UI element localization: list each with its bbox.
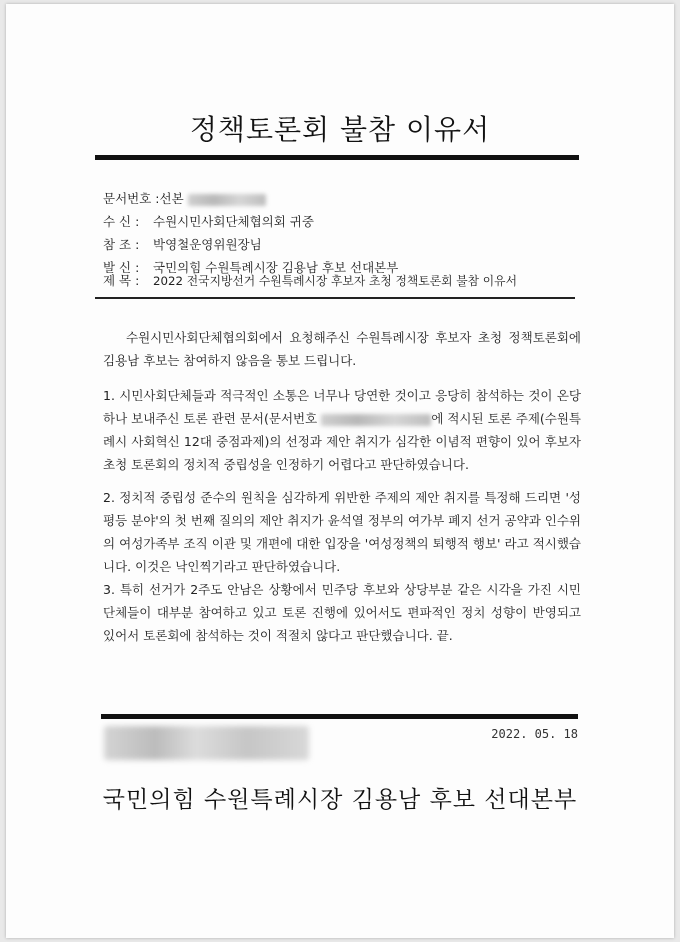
sender-label: 발 신 : <box>103 260 140 275</box>
subject-row <box>103 271 517 289</box>
paragraph-1 <box>103 384 581 476</box>
paragraph-2-text: 2. 정치적 중립성 준수의 원칙을 심각하게 위반한 주제의 제안 취지를 특정해 드리면 '성평등 분야'의 첫 번째 질의의 제안 취지가 윤석열 정부의 여가부 폐지 선거 공약과 인수위의 여성가족부 조직 이관 및 개편에 대한 입장을 '여성정책의 퇴행적 행보' 라고 적시했습니다. 이것은 낙인찍기라고 판단하였습니다. <box>103 490 581 574</box>
redacted-footer-block <box>104 726 309 760</box>
doc-number-prefix: 선본 <box>159 191 184 206</box>
title-underline <box>95 155 579 160</box>
reference-label: 참 조 : <box>103 237 140 252</box>
header-divider <box>95 297 575 299</box>
issue-date: 2022. 05. 18 <box>491 727 578 741</box>
paragraph-3 <box>103 578 581 647</box>
reference-row <box>103 235 262 253</box>
paragraph-1-text-a: 1. 시민사회단체들과 적극적인 소통은 너무나 당연한 것이고 응당히 참석하는 것이 온당하나 보내주신 토론 관련 문서(문서번호 <box>103 388 581 426</box>
paragraph-2 <box>103 486 581 578</box>
intro-text: 수원시민사회단체협의회에서 요청해주신 수원특례시장 후보자 초청 정책토론회에 김용남 후보는 참여하지 않음을 통보 드립니다. <box>103 330 581 368</box>
issuing-organization: 국민의힘 수원특례시장 김용남 후보 선대본부 <box>102 787 578 813</box>
doc-number-row <box>103 189 266 207</box>
recipient-value: 수원시민사회단체협의회 귀중 <box>153 214 314 229</box>
reference-value: 박영철운영위원장님 <box>153 237 262 252</box>
intro-paragraph <box>103 326 581 372</box>
sender-value: 국민의힘 수원특례시장 김용남 후보 선대본부 <box>153 260 399 275</box>
subject-value: 2022 전국지방선거 수원특례시장 후보자 초청 정책토론회 불참 이유서 <box>153 274 517 288</box>
footer-divider <box>101 714 578 719</box>
recipient-row <box>103 212 314 230</box>
paragraph-1-text-b: 에 적시된 토론 주제(수원특례시 사회혁신 12대 중점과제)의 선정과 제안 취지가 심각한 이념적 편향이 있어 후보자 초청 토론회의 정치적 중립성을 인정하기 어렵다고 판단하였습니다. <box>103 411 581 472</box>
document-title: 정책토론회 불참 이유서 <box>189 113 491 146</box>
redacted-reference-number <box>321 414 431 426</box>
paragraph-3-text: 3. 특히 선거가 2주도 안남은 상황에서 민주당 후보와 상당부분 같은 시각을 가진 시민단체들이 대부분 참여하고 있고 토론 진행에 있어서도 편파적인 정치 성향이 반영되고 있어서 토론회에 참석하는 것이 적절치 않다고 판단했습니다. 끝. <box>103 582 581 643</box>
subject-label: 제 목 : <box>103 273 140 288</box>
doc-number-label: 문서번호 : <box>103 191 160 206</box>
redacted-doc-number <box>188 194 266 206</box>
recipient-label: 수 신 : <box>103 214 140 229</box>
